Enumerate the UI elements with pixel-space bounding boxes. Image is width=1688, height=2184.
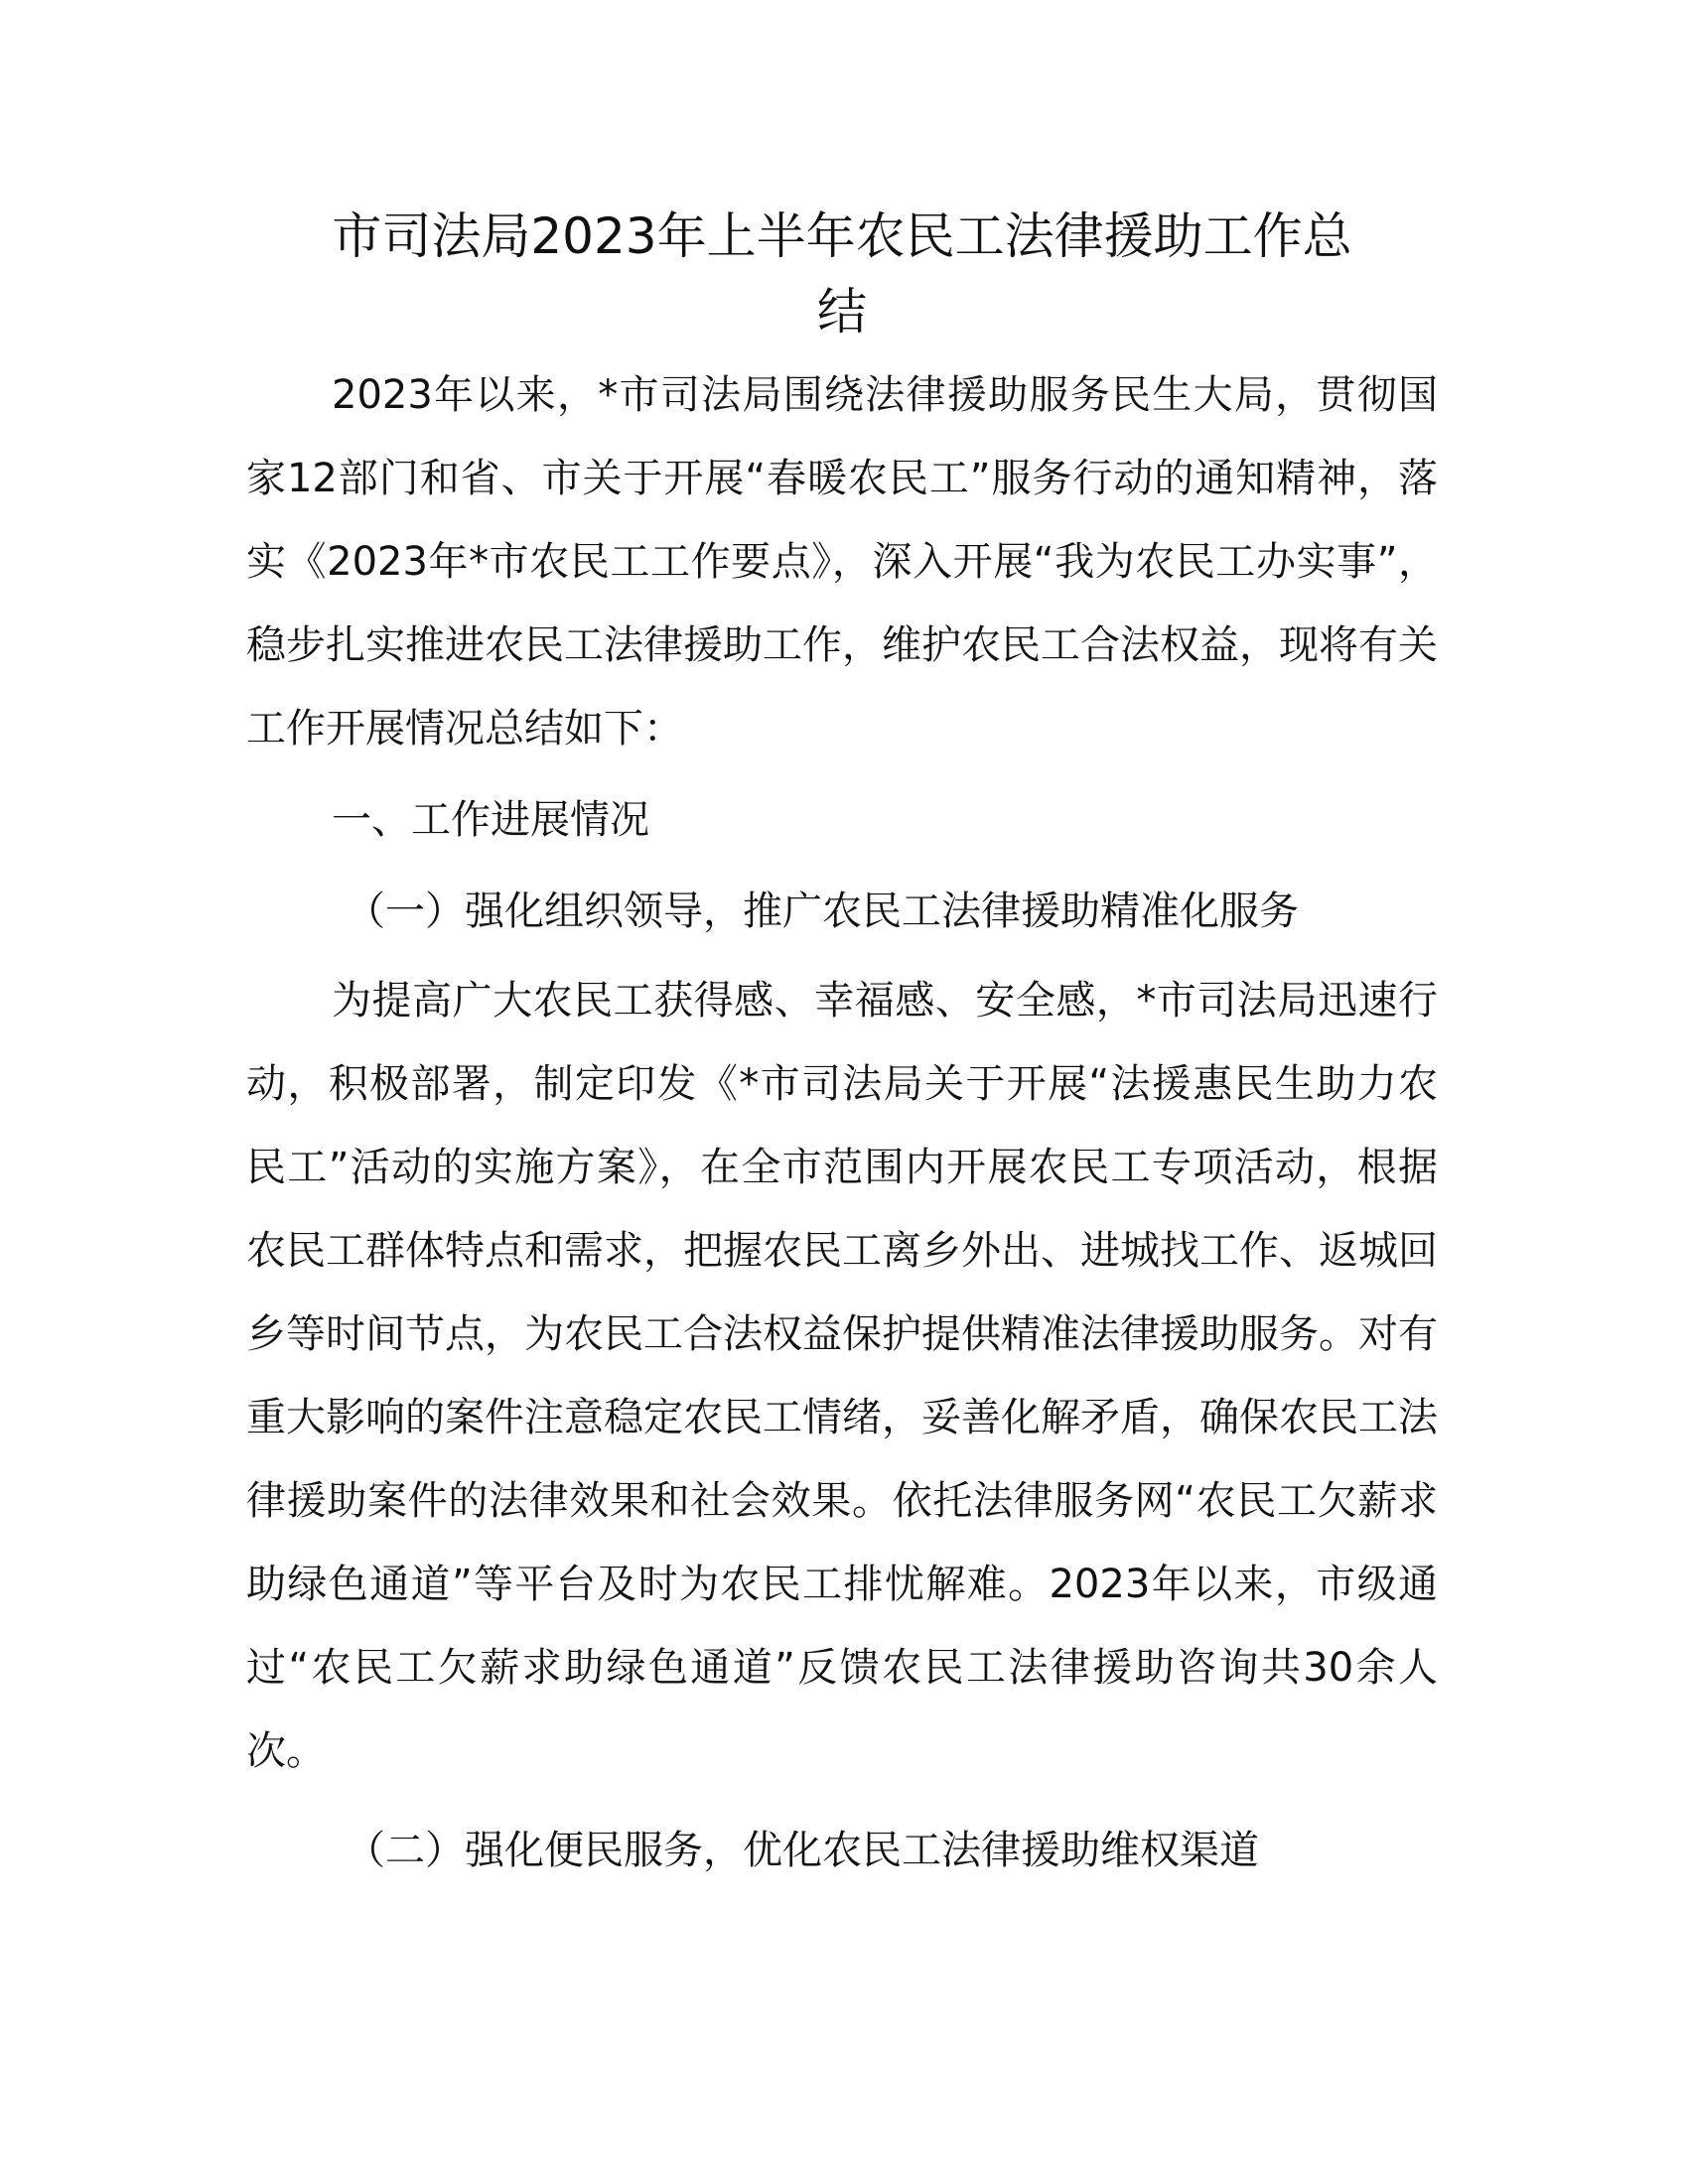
- title-line-1: 市司法局2023年上半年农民工法律援助工作总: [332, 207, 1352, 265]
- subsection-1-paragraph: 为提高广大农民工获得感、幸福感、安全感，*市司法局迅速行动，积极部署，制定印发《*市司法局关于开展“法援惠民生助力农民工”活动的实施方案》，在全市范围内开展农民工专项活动，根据农民工群体特点和需求，把握农民工离乡外出、进城找工作、返城回乡等时间节点，为农民工合法权益保护提供精准法律援助服务。对有重大影响的案件注意稳定农民工情绪，妥善化解矛盾，确保农民工法律援助案件的法律效果和社会效果。依托法律服务网“农民工欠薪求助绿色通道”等平台及时为农民工排忧解难。2023年以来，市级通过“农民工欠薪求助绿色通道”反馈农民工法律援助咨询共30余人次。: [246, 978, 1438, 1774]
- intro-paragraph: 2023年以来，*市司法局围绕法律援助服务民生大局，贯彻国家12部门和省、市关于开展“春暖农民工”服务行动的通知精神，落实《2023年*市农民工工作要点》，深入开展“我为农民工办实事”，稳步扎实推进农民工法律援助工作，维护农民工合法权益，现将有关工作开展情况总结如下：: [246, 372, 1438, 751]
- document-title: [246, 199, 1438, 349]
- subsection-heading-2: （二）强化便民服务，优化农民工法律援助维权渠道: [346, 1828, 1259, 1873]
- title-line-2: 结: [817, 283, 867, 341]
- document-body: [246, 199, 1438, 1896]
- section-heading-1: 一、工作进展情况: [332, 797, 649, 843]
- subsection-heading-1: （一）强化组织领导，推广农民工法律援助精准化服务: [346, 888, 1299, 934]
